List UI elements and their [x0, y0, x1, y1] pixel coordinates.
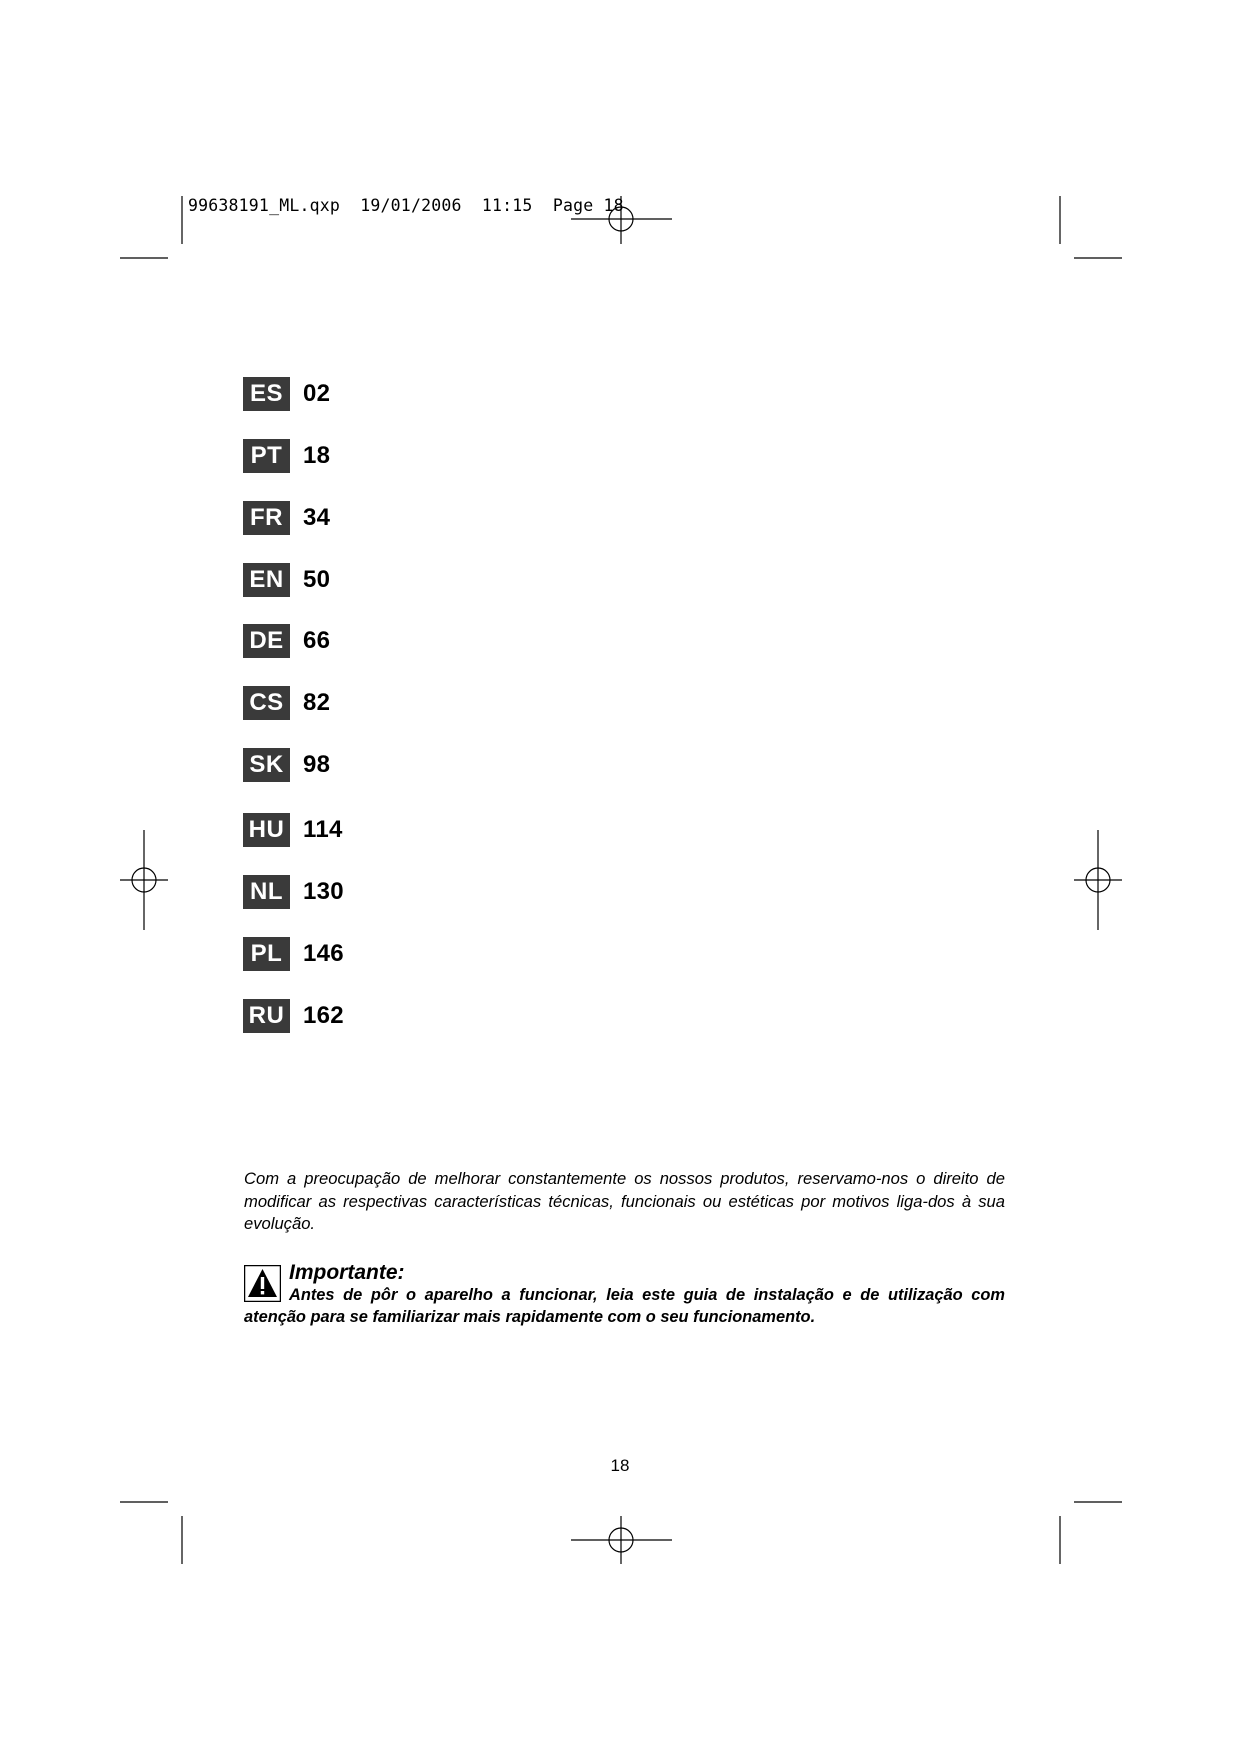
language-page-number: 82	[303, 689, 331, 716]
registration-mark-icon	[120, 830, 168, 930]
language-code-badge: RU	[243, 999, 290, 1033]
language-page-number: 66	[303, 627, 331, 654]
language-code-badge: FR	[243, 501, 290, 535]
language-page-number: 114	[303, 816, 343, 843]
language-entry[interactable]	[243, 439, 330, 473]
registration-mark-icon	[1074, 830, 1122, 930]
language-page-number: 18	[303, 442, 331, 469]
language-entry[interactable]	[243, 686, 330, 720]
language-entry[interactable]	[243, 501, 330, 535]
disclaimer-text: Com a preocupação de melhorar constantemente os nossos produtos, reservamo-nos o direito de modificar as respectivas características técnicas, funcionais ou estéticas por motivos liga-dos à sua evolução.	[244, 1169, 1005, 1233]
language-entry[interactable]	[243, 624, 330, 658]
language-code-badge: DE	[243, 624, 290, 658]
important-notice	[244, 1261, 1005, 1328]
language-code-badge: ES	[243, 377, 290, 411]
language-code-badge: SK	[243, 748, 290, 782]
language-code-badge: HU	[243, 813, 290, 847]
language-page-number: 130	[303, 878, 344, 905]
language-entry[interactable]	[243, 999, 344, 1033]
language-code-badge: PL	[243, 937, 290, 971]
registration-mark-icon	[571, 1516, 672, 1564]
language-page-number: 146	[303, 940, 344, 967]
page-number: 18	[610, 1456, 630, 1475]
important-title: Importante:	[289, 1261, 405, 1284]
language-page-number: 50	[303, 566, 331, 593]
language-entry[interactable]	[243, 377, 330, 411]
language-page-number: 98	[303, 751, 331, 778]
language-page-number: 34	[303, 504, 331, 531]
language-code-badge: CS	[243, 686, 290, 720]
language-page-number: 162	[303, 1002, 344, 1029]
language-code-badge: EN	[243, 563, 290, 597]
warning-icon	[244, 1265, 281, 1302]
language-page-number: 02	[303, 380, 331, 407]
language-entry[interactable]	[243, 813, 343, 847]
language-entry[interactable]	[243, 748, 330, 782]
language-entry[interactable]	[243, 937, 344, 971]
language-entry[interactable]	[243, 563, 330, 597]
language-code-badge: NL	[243, 875, 290, 909]
language-code-badge: PT	[243, 439, 290, 473]
important-text: Antes de pôr o aparelho a funcionar, leia este guia de instalação e de utilização com atenção para se familiarizar mais rapidamente com o seu funcionamento.	[244, 1286, 1005, 1326]
print-slug: 99638191_ML.qxp 19/01/2006 11:15 Page 18	[188, 196, 624, 215]
language-entry[interactable]	[243, 875, 344, 909]
